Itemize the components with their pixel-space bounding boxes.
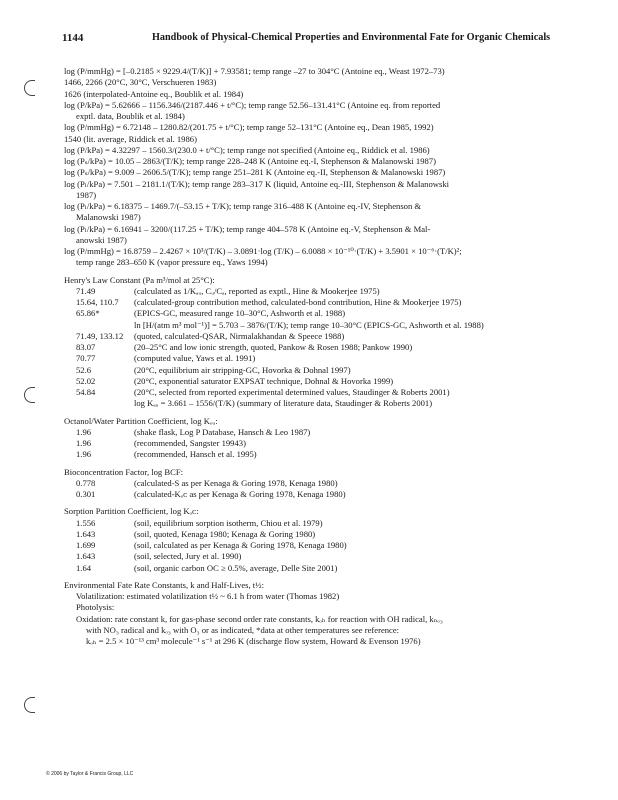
sorption-heading: Sorption Partition Coefficient, log Kₒᴄ: — [64, 506, 199, 517]
row-description: (recommended, Hansch et al. 1995) — [134, 449, 257, 460]
row-value: 15.64, 110.7 — [76, 297, 119, 307]
row-description: (recommended, Sangster 19943) — [134, 438, 246, 448]
vapor-pressure-line: Malanowski 1987) — [76, 212, 141, 223]
bcf-row — [64, 478, 554, 489]
sorption-row — [64, 540, 554, 551]
bcf-rows — [64, 478, 554, 501]
bcf-row — [64, 489, 554, 500]
vapor-pressure-line: 1626 (interpolated-Antoine eq., Boublik et al. 1984) — [64, 88, 244, 99]
row-description: (soil, quoted, Kenaga 1980; Kenaga & Goring 1980) — [134, 528, 316, 539]
henry-row — [64, 387, 554, 398]
row-value: 1.643 — [76, 528, 96, 539]
copyright-footer: © 2006 by Taylor & Francis Group, LLC — [46, 771, 134, 777]
row-description: (calculated-S as per Kenaga & Goring 1978, Kenaga 1980) — [134, 477, 338, 488]
vapor-pressure-line: anowski 1987) — [76, 234, 127, 245]
fate-lines — [64, 591, 554, 647]
vapor-pressure-line: 1540 (lit. average, Riddick et al. 1986) — [64, 133, 197, 144]
octanol-rows — [64, 427, 554, 461]
row-description: (computed value, Yaws et al. 1991) — [134, 353, 256, 364]
vapor-pressure-line: log (Pₛ/kPa) = 9.009 – 2606.5/(T/K); temp range 251–281 K (Antoine eq.-II, Stephenson & Malanowski 1987) — [64, 167, 446, 178]
vapor-pressure-line: exptl. data, Boublik et al. 1984) — [76, 111, 185, 121]
row-value: 71.49 — [76, 285, 96, 296]
row-value: 1.96 — [76, 426, 92, 437]
row-description: (soil, organic carbon OC ≥ 0.5%, average, Delle Site 2001) — [134, 562, 338, 573]
row-description: (20°C, selected from reported experimental determined values, Staudinger & Roberts 2001) — [134, 387, 450, 397]
row-value: 0.778 — [76, 477, 96, 488]
henry-row — [64, 297, 554, 308]
row-value: 1.556 — [76, 517, 96, 528]
vapor-pressure-line: log (P/mmHg) = 16.8759 – 2.4267 × 10³/(T/K) – 3.0891·log (T/K) – 6.0088 × 10⁻¹⁰·(T/K) + 3.5901 × 10⁻⁶·(T/K)²; — [64, 246, 462, 256]
henry-heading: Henry's Law Constant (Pa m³/mol at 25°C): — [64, 274, 215, 285]
vapor-pressure-section — [64, 66, 554, 269]
henry-row — [64, 342, 554, 353]
row-description: (calculated-group contribution method, calculated-bond contribution, Hine & Mookerjee 1975) — [134, 297, 462, 307]
row-value: 83.07 — [76, 342, 96, 352]
fate-line: Oxidation: rate constant k, for gas-phase second order rate constants, kₒₕ for reaction with OH radical, kₙₒ₃ — [76, 613, 443, 624]
sorption-row — [64, 518, 554, 529]
row-value: 52.02 — [76, 375, 96, 386]
row-value: 54.84 — [76, 387, 96, 397]
vapor-pressure-line: log (P/mmHg) = [–0.2185 × 9229.4/(T/K)] + 7.93581; temp range –27 to 304°C (Antoine eq., Weast 1972–73) — [64, 66, 445, 76]
row-value: 70.77 — [76, 353, 96, 364]
sorption-row — [64, 529, 554, 540]
row-value: 1.96 — [76, 449, 92, 460]
octanol-heading: Octanol/Water Partition Coefficient, log Kₒᵤ: — [64, 415, 218, 426]
henry-row — [64, 376, 554, 387]
binder-hole-mark — [24, 697, 35, 713]
henry-row — [64, 353, 554, 364]
row-description: (20–25°C and low ionic strength, quoted, Pankow & Rosen 1988; Pankow 1990) — [134, 342, 413, 352]
octanol-row — [64, 438, 554, 449]
row-value: 65.86* — [76, 308, 100, 319]
row-description: (EPICS-GC, measured range 10–30°C, Ashworth et al. 1988) — [134, 308, 346, 319]
fate-line: Volatilization: estimated volatilization t½ ~ 6.1 h from water (Thomas 1982) — [76, 591, 340, 601]
henry-row — [64, 331, 554, 342]
running-title: Handbook of Physical-Chemical Properties and Environmental Fate for Organic Chemicals — [152, 32, 551, 43]
vapor-pressure-line: temp range 283–650 K (vapor pressure eq., Yaws 1994) — [76, 257, 268, 268]
row-description: (calculated-Kₒᴄ as per Kenaga & Goring 1978, Kenaga 1980) — [134, 489, 346, 499]
row-value: 1.96 — [76, 438, 92, 448]
henry-row — [64, 398, 554, 409]
bcf-heading: Bioconcentration Factor, log BCF: — [64, 466, 183, 477]
henry-rows — [64, 286, 554, 410]
page-body — [64, 66, 554, 647]
row-description: (20°C, equilibrium air stripping-GC, Hovorka & Dohnal 1997) — [134, 364, 351, 375]
sorption-row — [64, 563, 554, 574]
binder-hole-mark — [24, 80, 35, 96]
octanol-row — [64, 427, 554, 438]
row-description: (soil, calculated as per Kenaga & Goring 1978, Kenaga 1980) — [134, 540, 347, 550]
fate-line: with NO₃ radical and kₒ₃ with O₃ or as indicated, *data at other temperatures see reference: — [86, 624, 400, 635]
octanol-row — [64, 449, 554, 460]
henry-row — [64, 365, 554, 376]
row-description: (soil, selected, Jury et al. 1990) — [134, 551, 242, 562]
row-value: 1.699 — [76, 540, 96, 550]
row-value: 71.49, 133.12 — [76, 330, 124, 341]
row-description: (quoted, calculated-QSAR, Nirmalakhandan & Speece 1988) — [134, 330, 345, 341]
vapor-pressure-line: log (P/kPa) = 4.32297 – 1560.3/(230.0 + t/°C); temp range not specified (Antoine eq., Riddick et al. 1986) — [64, 144, 430, 155]
vapor-pressure-line: log (Pₗ/kPa) = 6.18375 – 1469.7/(–53.15 + T/K); temp range 316–488 K (Antoine eq.-IV, Stephenson & — [64, 201, 422, 211]
henry-row — [64, 308, 554, 319]
row-description: (soil, equilibrium sorption isotherm, Chiou et al. 1979) — [134, 517, 323, 528]
fate-line: Photolysis: — [76, 602, 115, 613]
row-description: log Kₐᵤ = 3.661 – 1556/(T/K) (summary of literature data, Staudinger & Roberts 2001) — [134, 398, 433, 409]
vapor-pressure-line: log (P/mmHg) = 6.72148 – 1280.82/(201.75 + t/°C); temp range 52–131°C (Antoine eq., Dean 1985, 1992) — [64, 122, 434, 133]
vapor-pressure-line: log (Pₗ/kPa) = 7.501 – 2181.1/(T/K); temp range 283–317 K (liquid, Antoine eq.-III, Stephenson & Malanowski — [64, 178, 450, 189]
row-value: 1.64 — [76, 562, 92, 573]
row-value: 0.301 — [76, 489, 96, 499]
row-description: (shake flask, Log P Database, Hansch & Leo 1987) — [134, 426, 311, 437]
row-description: (calculated as 1/Kₐᵤ, Cᵤ/Cₐ, reported as exptl., Hine & Mookerjee 1975) — [134, 285, 380, 296]
sorption-rows — [64, 518, 554, 574]
henry-row — [64, 320, 554, 331]
fate-heading: Environmental Fate Rate Constants, k and Half-Lives, t½: — [64, 579, 265, 590]
page-number: 1144 — [62, 32, 84, 44]
vapor-pressure-line: log (Pₛ/kPa) = 10.05 – 2863/(T/K); temp range 228–248 K (Antoine eq.-I, Stephenson & Malanowski 1987) — [64, 156, 436, 166]
vapor-pressure-line: log (Pₗ/kPa) = 6.16941 – 3200/(117.25 + T/K); temp range 404–578 K (Antoine eq.-V, Stephenson & Mal- — [64, 223, 431, 234]
row-description: (20°C, exponential saturator EXPSAT technique, Dohnal & Hovorka 1999) — [134, 375, 394, 386]
row-value: 1.643 — [76, 551, 96, 562]
vapor-pressure-line: 1987) — [76, 189, 97, 200]
henry-row — [64, 286, 554, 297]
binder-hole-mark — [24, 387, 35, 403]
row-value — [76, 320, 134, 331]
row-value — [76, 398, 134, 409]
fate-line: kₒₕ = 2.5 × 10⁻¹³ cm³ molecule⁻¹ s⁻¹ at 296 K (discharge flow system, Howard & Evenson 1976) — [86, 636, 421, 646]
row-description: ln [H/(atm m³ mol⁻¹)] = 5.703 – 3876/(T/K); temp range 10–30°C (EPICS-GC, Ashworth et al. 1988) — [134, 319, 484, 330]
sorption-row — [64, 551, 554, 562]
vapor-pressure-line: log (P/kPa) = 5.62666 – 1156.346/(2187.446 + t/°C); temp range 52.56–131.41°C (Antoine eq. from reported — [64, 99, 441, 110]
row-value: 52.6 — [76, 364, 92, 375]
vapor-pressure-line: 1466, 2266 (20°C, 30°C, Verschueren 1983) — [64, 77, 217, 88]
